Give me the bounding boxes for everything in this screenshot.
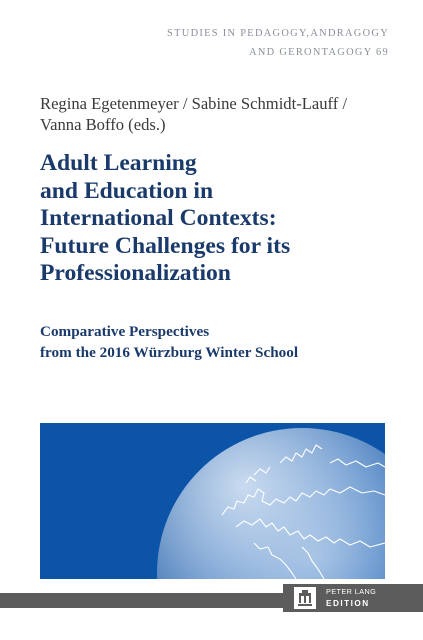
cover-globe-image (40, 423, 385, 579)
title-line-4: Future Challenges for its (40, 232, 291, 259)
europe-globe-illustration (40, 423, 385, 579)
book-subtitle (40, 322, 298, 363)
title-line-5: Professionalization (40, 260, 231, 286)
series-line-1: STUDIES IN PEDAGOGY,ANDRAGOGY (167, 28, 389, 39)
peter-lang-logo-icon (294, 587, 316, 609)
book-title (40, 150, 410, 288)
publisher-name: PETER LANG (326, 587, 377, 596)
editors-line-2: Vanna Boffo (eds.) (40, 115, 166, 134)
title-line-1: Adult Learning (40, 150, 197, 176)
editors-line-1: Regina Egetenmeyer / Sabine Schmidt-Lauff / (40, 94, 348, 113)
title-line-2: and Education in (40, 177, 214, 204)
subtitle-line-1: Comparative Perspectives (40, 323, 210, 340)
publisher-edition: EDITION (326, 599, 370, 608)
subtitle-line-2: from the 2016 Würzburg Winter School (40, 343, 299, 361)
series-line-2: AND GERONTAGOGY 69 (249, 47, 389, 58)
publisher-badge (283, 584, 423, 612)
title-line-3: International Contexts: (40, 205, 277, 231)
series-title (167, 24, 389, 62)
book-editors (40, 93, 347, 135)
